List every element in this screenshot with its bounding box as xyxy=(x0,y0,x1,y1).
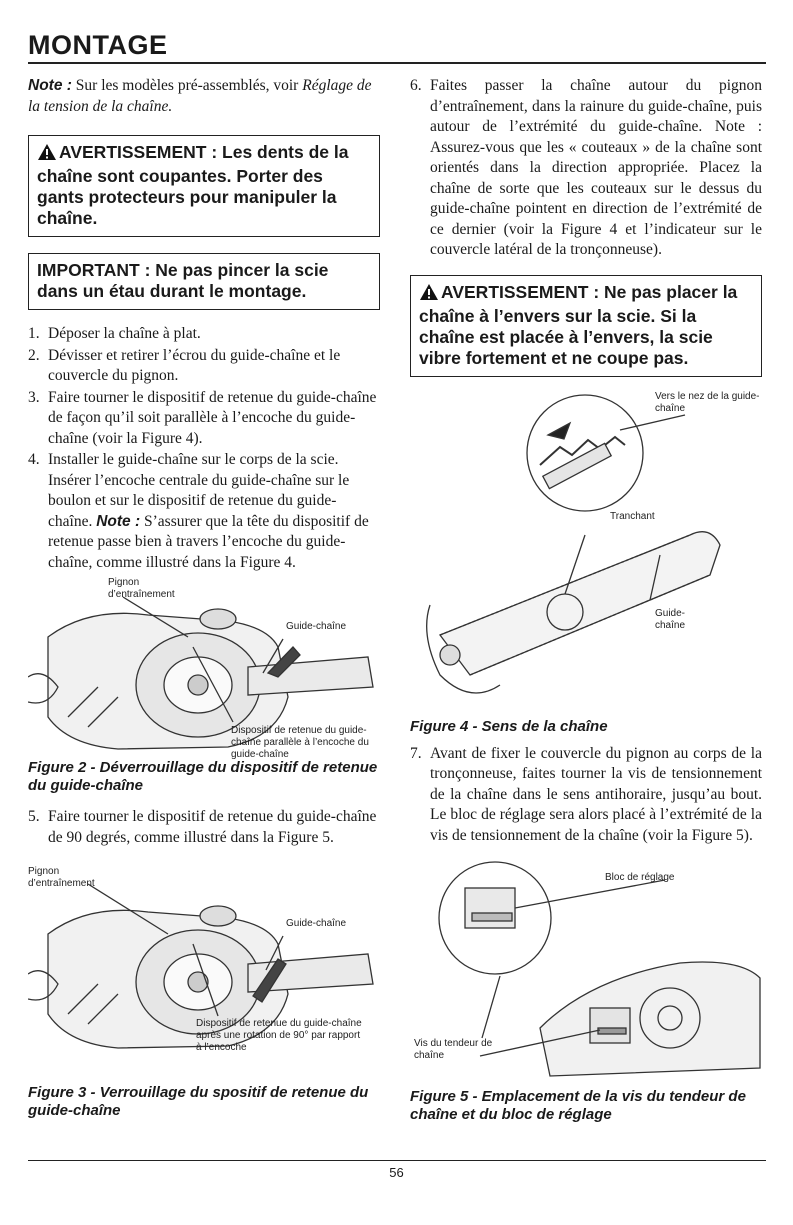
warning-text: AVERTISSEMENT : Les dents de la chaîne sont coupantes. Porter des gants protecteurs pour manipuler la chaîne. xyxy=(37,142,349,228)
right-column xyxy=(410,76,762,1124)
step-item xyxy=(28,388,380,450)
warning-box-chain-teeth xyxy=(28,135,380,237)
figure-5 xyxy=(410,858,762,1080)
figure-3 xyxy=(28,864,380,1062)
step-text: Faire tourner le dispositif de retenue du guide-chaîne de façon qu’il soit parallèle à l’encoche du guide-chaîne (voir la Figure 4). xyxy=(48,388,377,447)
step-item xyxy=(28,807,380,848)
figure-3-label-guide: Guide-chaîne xyxy=(286,918,347,929)
important-text: IMPORTANT : Ne pas pincer la scie dans un étau durant le montage. xyxy=(37,260,329,301)
warning-text: AVERTISSEMENT : Ne pas placer la chaîne à l’envers sur la scie. Si la chaîne est placée à l’envers, la scie vibre fortement et ne coupe pas. xyxy=(419,281,738,368)
note-text: Sur les modèles pré-assemblés, voir xyxy=(71,77,303,94)
step-item xyxy=(28,324,380,345)
warning-triangle-icon xyxy=(37,143,57,166)
important-box xyxy=(28,253,380,310)
note-label: Note : xyxy=(28,77,72,94)
figure-5-caption: Figure 5 - Emplacement de la vis du tendeur de chaîne et du bloc de réglage xyxy=(410,1088,746,1123)
figure-4-illustration xyxy=(410,385,762,710)
page-title: MONTAGE xyxy=(28,30,168,60)
figure-2-label-guide: Guide-chaîne xyxy=(286,621,347,632)
step-item xyxy=(28,346,380,387)
step-number: 7. xyxy=(410,744,422,762)
note-reference: Réglage de la tension de la chaîne. xyxy=(28,77,372,115)
figure-3-caption: Figure 3 - Verrouillage du spositif de retenue du guide-chaîne xyxy=(28,1084,369,1119)
figure-4 xyxy=(410,385,762,710)
step-text: Déposer la chaîne à plat. xyxy=(48,325,201,342)
left-column xyxy=(28,76,380,1120)
steps-list-3 xyxy=(410,76,762,261)
steps-list-1 xyxy=(28,324,380,573)
step-number: 5. xyxy=(28,808,40,825)
step-item xyxy=(410,744,762,847)
note-text: S’assurer que la tête du dispositif de retenue passe bien à travers l’encoche du guide-chaîne, comme illustré dans la Figure 4. xyxy=(48,512,369,571)
figure-2-label-dispositif: Dispositif de retenue du guide-chaîne parallèle à l’encoche du guide-chaîne xyxy=(231,725,369,760)
step-number: 2. xyxy=(28,346,40,364)
page-number: 56 xyxy=(389,1165,404,1180)
figure-4-label-tranchant: Tranchant xyxy=(610,510,655,522)
figure-4-label-guide: Guide-chaîne xyxy=(655,607,686,631)
step-text: Avant de fixer le couvercle du pignon au corps de la tronçonneuse, faites tourner la vis de tensionnement de la chaîne dans le sens antihoraire, jusqu’au bout. Le bloc de réglage sera alors placé à l’extrémité de la vis de tensionnement de la chaîne (voir la Figure 5). xyxy=(430,744,762,844)
bottom-rule xyxy=(28,1160,766,1161)
step-text: Installer le guide-chaîne sur le corps de la scie. Insérer l’encoche centrale du guide-chaîne sur le boulon et sur le dispositif de retenue du guide-chaîne. xyxy=(48,451,350,530)
step-number: 6. xyxy=(410,77,422,94)
step-text: Faire tourner le dispositif de retenue du guide-chaîne de 90 degrés, comme illustré dans la Figure 5. xyxy=(48,808,377,846)
figure-3-label-pignon: Pignon d’entraînement xyxy=(28,866,95,889)
step-number: 3. xyxy=(28,388,40,406)
step-text: Faites passer la chaîne autour du pignon d’entraînement, dans la rainure du guide-chaîne, puis autour de l’extrémité du guide-chaîne. Note : Assurez-vous que les « couteaux » de la chaîne sont orientés dans la direction appropriée. Placez la chaîne de sorte que les couteaux sur le dessus du guide-chaîne pointent en direction de l’extrémité de ce dernier (voir la Figure 4 et l’indicateur sur le couvercle latéral de la tronçonneuse). xyxy=(430,77,762,258)
note-label: Note : xyxy=(96,512,141,530)
figure-5-label-vis: Vis du tendeur de chaîne xyxy=(414,1038,493,1061)
step-number: 4. xyxy=(28,451,40,468)
figure-4-label-nez: Vers le nez de la guide-chaîne xyxy=(655,390,760,414)
steps-list-4 xyxy=(410,744,762,847)
figure-5-label-bloc: Bloc de réglage xyxy=(605,872,675,883)
note-paragraph xyxy=(28,76,380,117)
steps-list-2 xyxy=(28,807,380,848)
figure-3-label-dispositif: Dispositif de retenue du guide-chaîne après une rotation de 90° par rapport à l’encoche xyxy=(196,1018,362,1053)
figure-2-label-pignon: Pignon d’entraînement xyxy=(108,577,175,600)
figure-2-caption: Figure 2 - Déverrouillage du dispositif de retenue du guide-chaîne xyxy=(28,759,378,794)
figure-2 xyxy=(28,577,380,760)
title-rule xyxy=(28,62,766,64)
step-item xyxy=(28,450,380,573)
step-number: 1. xyxy=(28,325,40,342)
step-item xyxy=(410,76,762,261)
figure-4-caption: Figure 4 - Sens de la chaîne xyxy=(410,717,608,735)
step-text: Dévisser et retirer l’écrou du guide-chaîne et le couvercle du pignon. xyxy=(48,346,341,384)
warning-triangle-icon xyxy=(419,283,439,306)
warning-box-chain-reverse xyxy=(410,275,762,377)
